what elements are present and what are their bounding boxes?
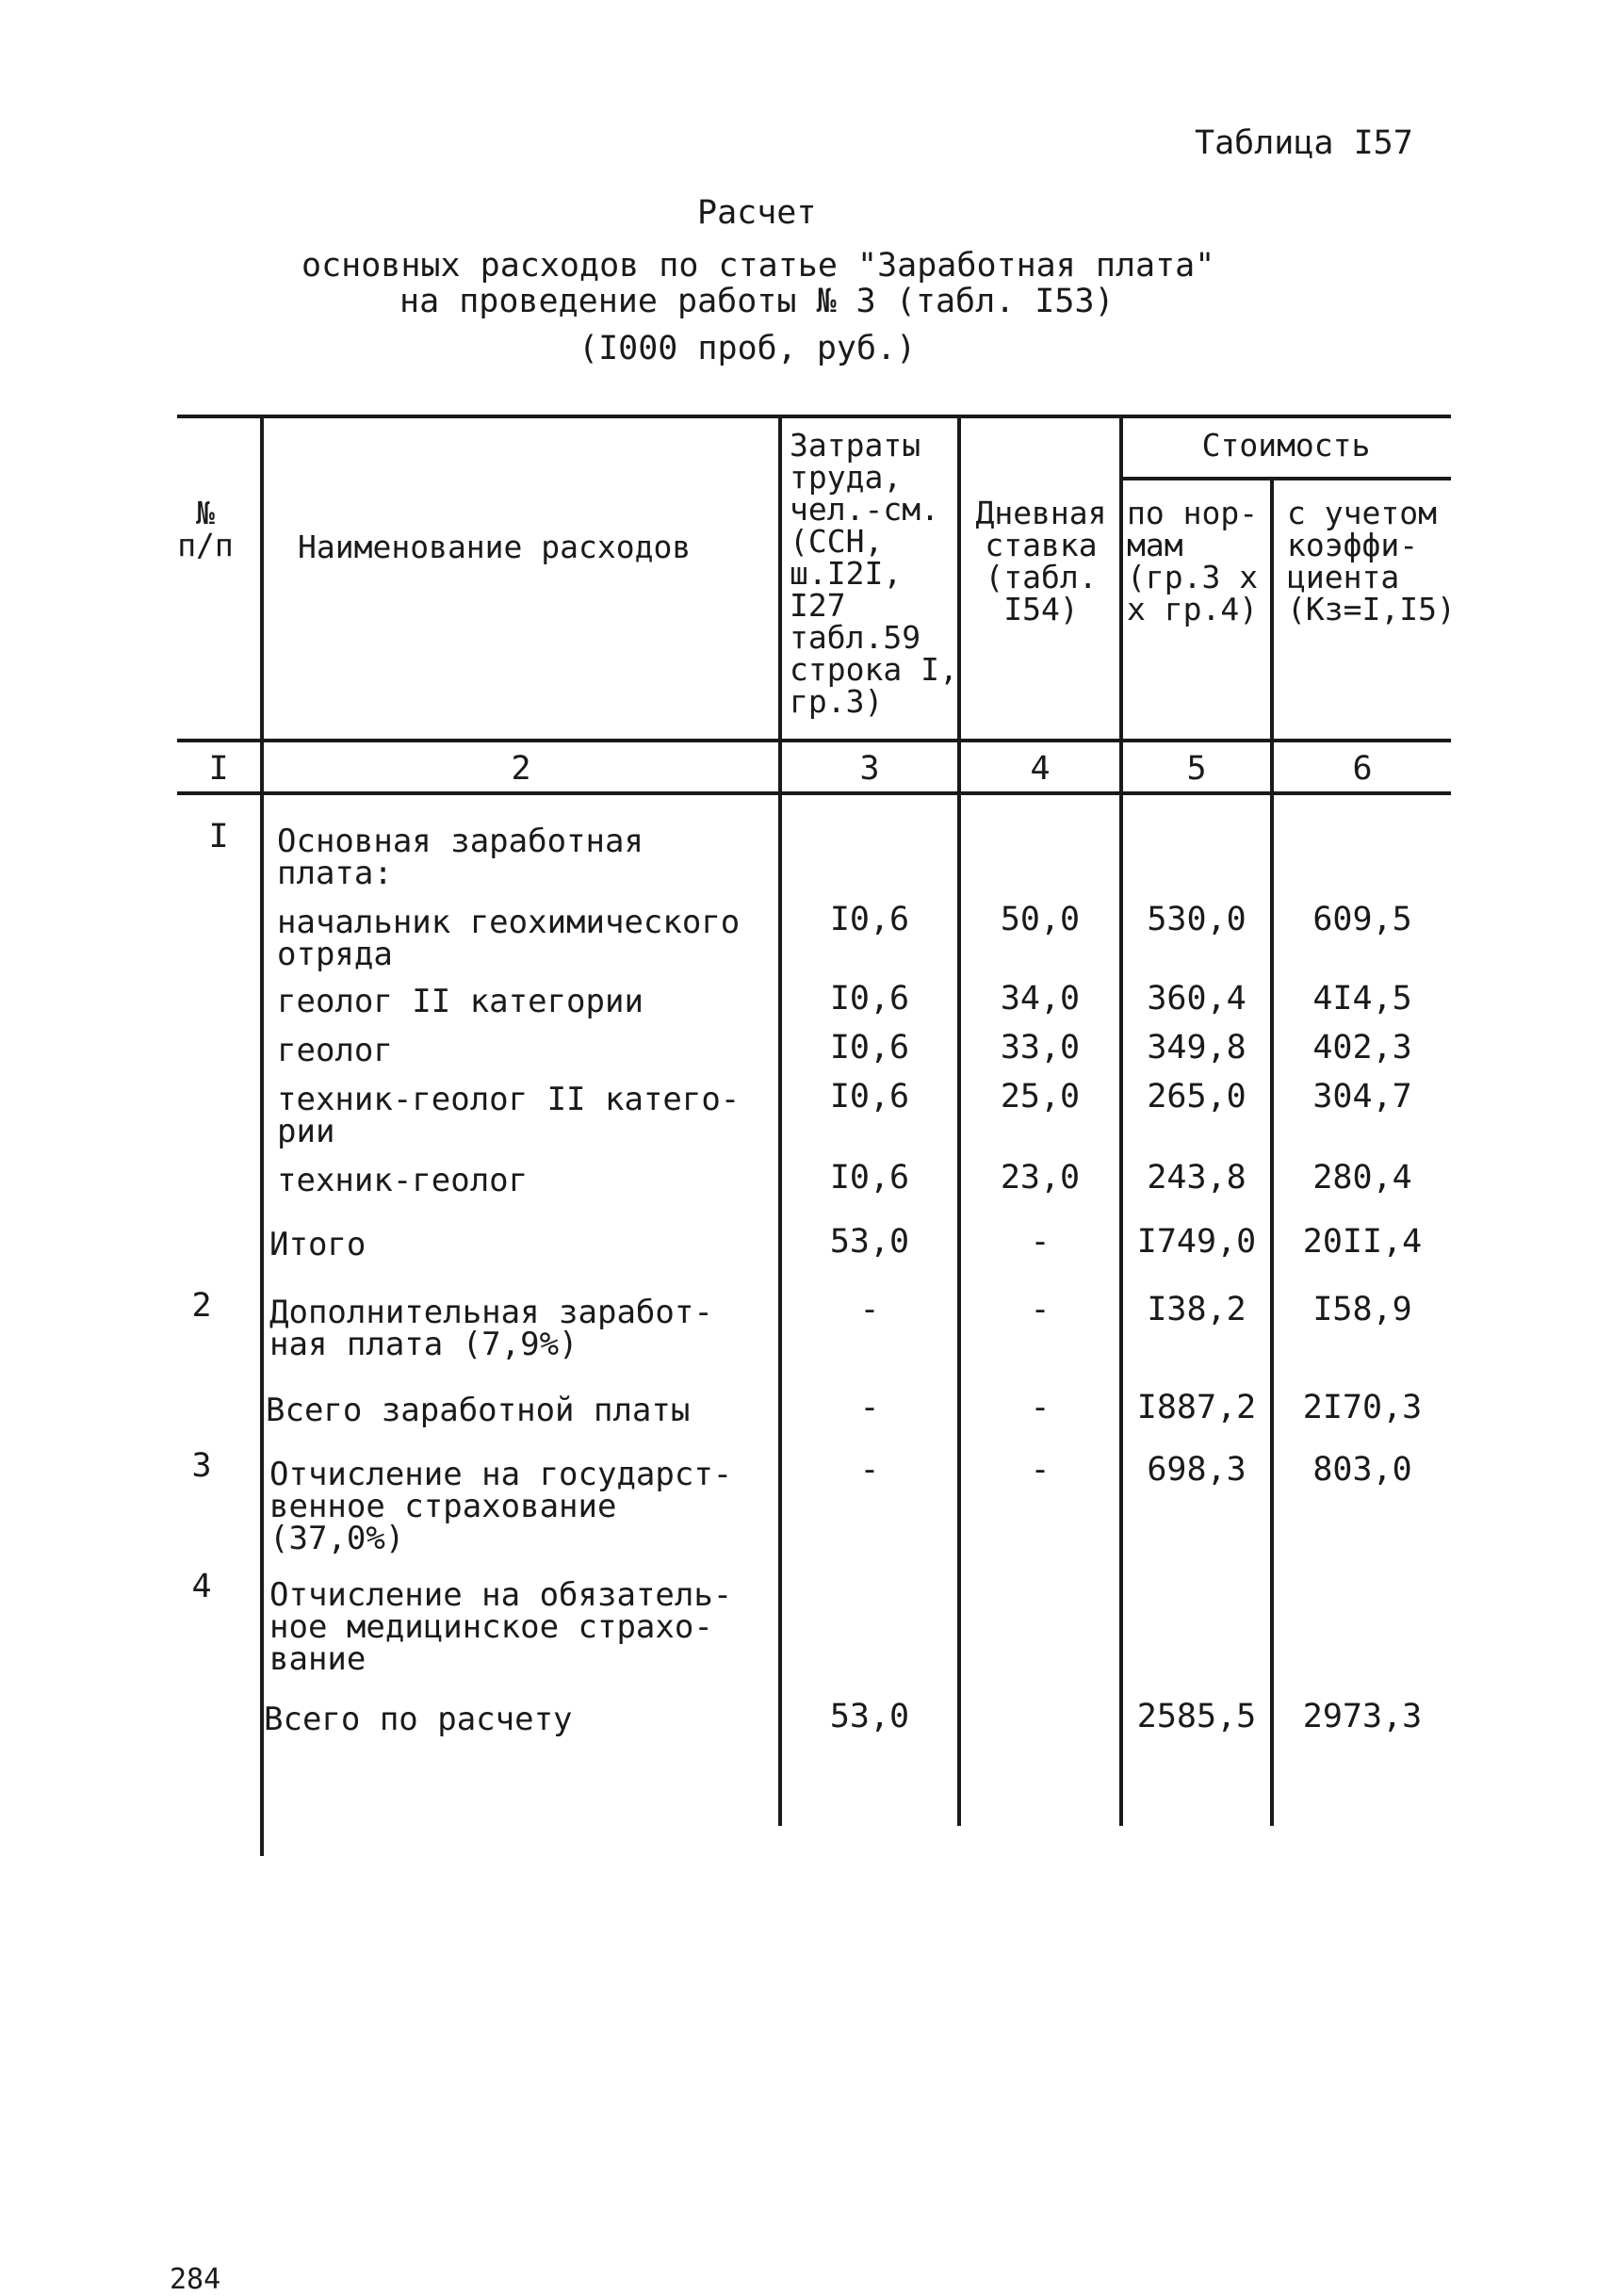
row-10-name: Отчисление на обязатель- ное медицинское страхо- вание <box>269 1576 733 1678</box>
header-rate: Дневная ставка (табл. I54) <box>975 495 1107 627</box>
row-2-c3: I0,6 <box>829 980 910 1018</box>
colnum-4: 4 <box>1030 750 1051 788</box>
row-6-c3: 53,0 <box>829 1223 910 1261</box>
row-0-no: I <box>208 818 229 855</box>
header-cost-group: Стоимость <box>1201 427 1371 464</box>
colnum-6: 6 <box>1352 750 1373 788</box>
row-3-name: геолог <box>277 1032 393 1069</box>
row-9-c4: - <box>1030 1451 1051 1489</box>
title-line-4: (I000 проб, руб.) <box>578 330 917 367</box>
row-5-name: техник-геолог <box>277 1162 529 1199</box>
row-9-c6: 803,0 <box>1312 1451 1412 1489</box>
row-4-c6: 304,7 <box>1312 1078 1412 1115</box>
vrule-2 <box>778 416 782 1826</box>
row-4-name: техник-геолог II катего- рии <box>277 1081 741 1150</box>
row-11-c6: 2973,3 <box>1302 1698 1423 1735</box>
title-line-1: Расчет <box>697 194 817 232</box>
row-1-name: начальник геохимического отряда <box>277 904 741 973</box>
group-rule <box>1119 477 1451 480</box>
colnum-bottom-rule <box>177 791 1451 795</box>
row-3-c5: 349,8 <box>1147 1029 1246 1067</box>
row-1-c3: I0,6 <box>829 901 910 938</box>
row-11-c3: 53,0 <box>829 1698 910 1735</box>
row-9-c3: - <box>859 1451 880 1489</box>
row-4-c3: I0,6 <box>829 1078 910 1115</box>
header-bottom-rule <box>177 739 1451 742</box>
header-labor: Затраты труда, чел.-см. (ССН, ш.I2I, I27 табл.59 строка I, гр.3) <box>790 427 958 720</box>
row-8-c6: 2I70,3 <box>1302 1389 1423 1426</box>
row-4-c5: 265,0 <box>1147 1078 1246 1115</box>
colnum-3: 3 <box>859 750 880 788</box>
row-1-c4: 50,0 <box>1000 901 1081 938</box>
header-no: № п/п <box>177 495 234 563</box>
row-6-c6: 20II,4 <box>1302 1223 1423 1261</box>
row-8-c4: - <box>1030 1389 1051 1426</box>
row-9-no: 3 <box>191 1447 212 1485</box>
vrule-5 <box>1270 479 1274 1826</box>
row-8-c5: I887,2 <box>1136 1389 1257 1426</box>
row-6-name: Итого <box>269 1226 367 1263</box>
row-2-c6: 4I4,5 <box>1312 980 1412 1018</box>
row-3-c4: 33,0 <box>1000 1029 1081 1067</box>
header-by-norms: по нор- мам (гр.3 х х гр.4) <box>1127 495 1259 627</box>
table-number: Таблица I57 <box>1195 124 1413 162</box>
table-top-rule <box>177 415 1451 418</box>
row-7-c6: I58,9 <box>1312 1291 1412 1328</box>
colnum-5: 5 <box>1186 750 1207 788</box>
row-5-c3: I0,6 <box>829 1159 910 1197</box>
row-11-name: Всего по расчету <box>264 1701 573 1738</box>
row-6-c5: I749,0 <box>1136 1223 1257 1261</box>
row-9-name: Отчисление на государст- венное страхование (37,0%) <box>269 1456 733 1557</box>
row-8-c3: - <box>859 1389 880 1426</box>
vrule-4 <box>1119 416 1123 1826</box>
row-8-name: Всего заработной платы <box>266 1392 691 1429</box>
row-0-name: Основная заработная плата: <box>277 822 644 892</box>
page-number: 284 <box>170 2263 221 2296</box>
header-name: Наименование расходов <box>298 529 692 565</box>
row-1-c5: 530,0 <box>1147 901 1246 938</box>
colnum-2: 2 <box>511 750 531 788</box>
row-7-c4: - <box>1030 1291 1051 1328</box>
row-9-c5: 698,3 <box>1147 1451 1246 1489</box>
row-7-c5: I38,2 <box>1147 1291 1246 1328</box>
title-line-2: основных расходов по статье "Заработная плата" <box>301 247 1215 285</box>
row-2-c5: 360,4 <box>1147 980 1246 1018</box>
row-6-c4: - <box>1030 1223 1051 1261</box>
title-line-3: на проведение работы № 3 (табл. I53) <box>399 283 1115 320</box>
row-7-c3: - <box>859 1291 880 1328</box>
colnum-1: I <box>208 750 229 788</box>
header-with-coef: с учетом коэффи- циента (Кз=I,I5) <box>1287 495 1456 627</box>
row-10-no: 4 <box>191 1568 212 1605</box>
row-2-c4: 34,0 <box>1000 980 1081 1018</box>
row-7-no: 2 <box>191 1287 212 1325</box>
row-5-c6: 280,4 <box>1312 1159 1412 1197</box>
row-1-c6: 609,5 <box>1312 901 1412 938</box>
row-5-c5: 243,8 <box>1147 1159 1246 1197</box>
row-3-c6: 402,3 <box>1312 1029 1412 1067</box>
row-11-c5: 2585,5 <box>1136 1698 1257 1735</box>
vrule-1 <box>260 416 264 1856</box>
row-2-name: геолог II категории <box>277 983 644 1020</box>
row-3-c3: I0,6 <box>829 1029 910 1067</box>
row-5-c4: 23,0 <box>1000 1159 1081 1197</box>
row-4-c4: 25,0 <box>1000 1078 1081 1115</box>
row-7-name: Дополнительная заработ- ная плата (7,9%) <box>269 1294 713 1363</box>
